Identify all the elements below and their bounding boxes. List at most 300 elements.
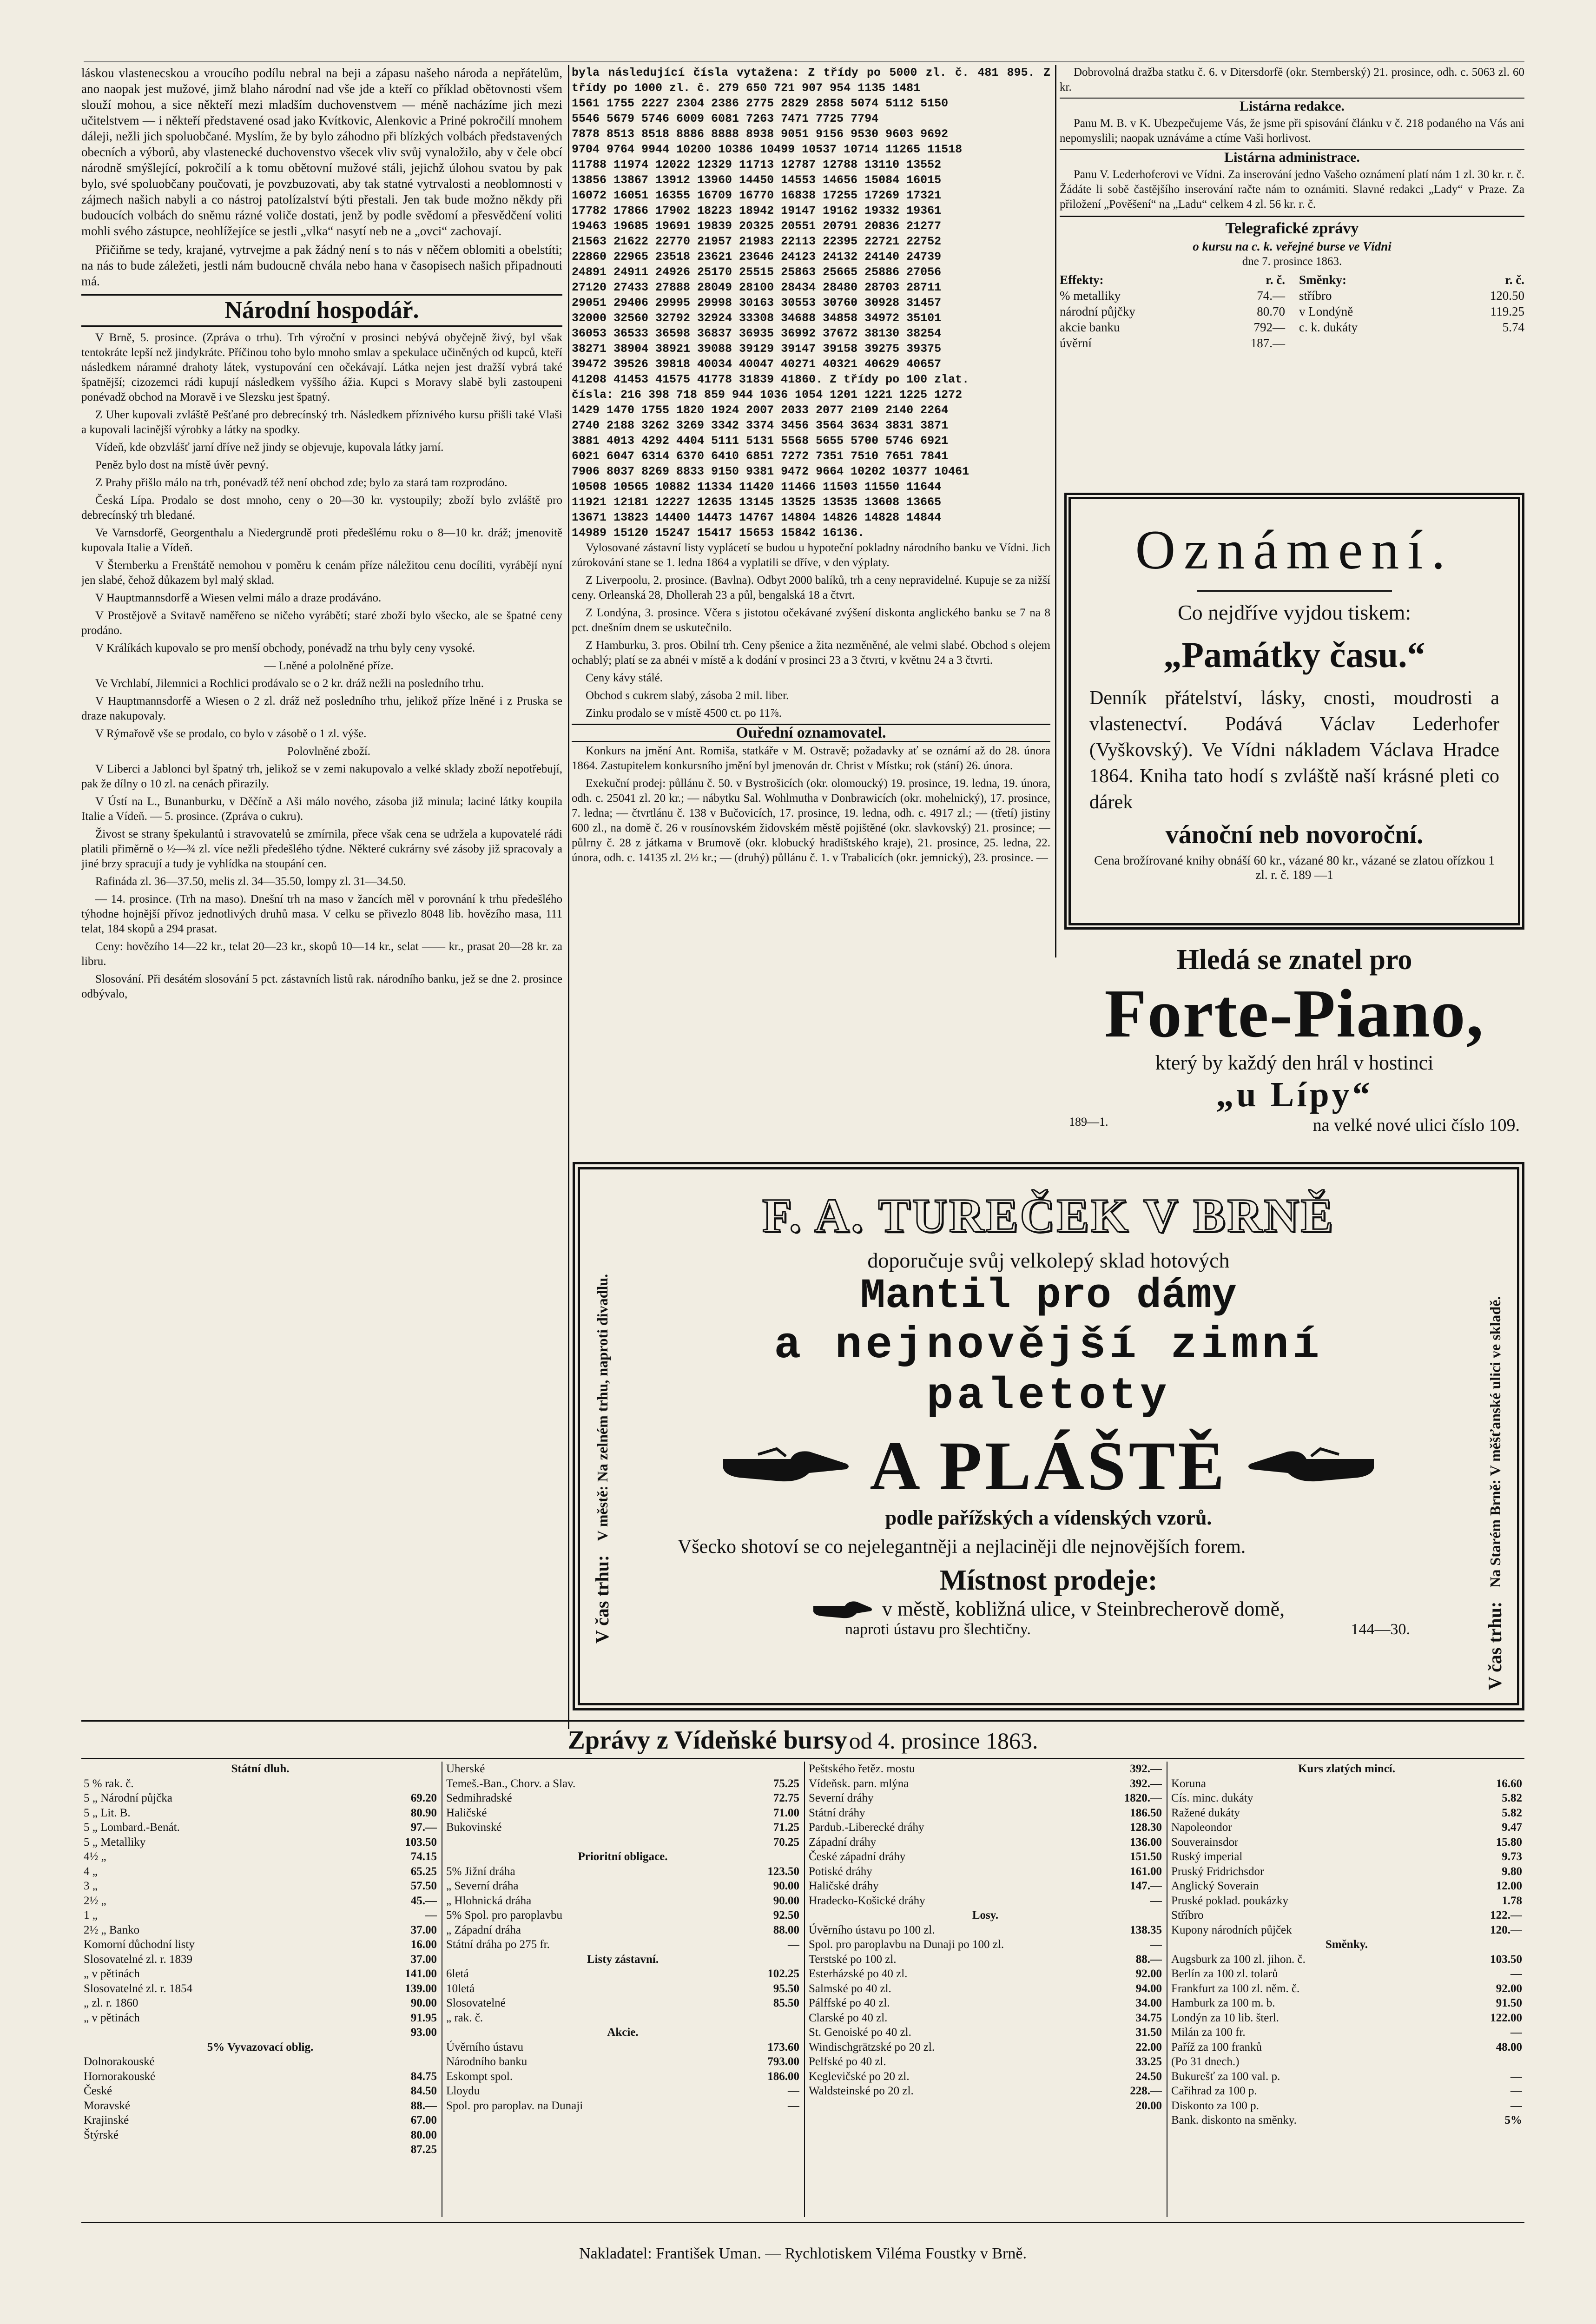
burse-value: 147.— [1130,1880,1162,1892]
burse-label: Pruské poklad. poukázky [1171,1894,1289,1907]
market-hamburg: Z Hamburku, 3. pros. Obilní trh. Ceny pšenice a žita nezměněné, ale velmi slabé. Obchod s olejem ochablý; platí se za abnéi v místě a k dodání v prosinci 23 a 3 čtvrti, v květnu 24 a 3 čtvrti. [572,639,1050,667]
burse-row [84,1937,437,1952]
burse-value: 88.00 [773,1923,799,1936]
turecek-line-3: a nejnovější zimní paletoty [774,1320,1323,1421]
burse-label: Windischgrätzské po 20 zl. [809,2040,935,2053]
burse-row [1171,1967,1522,1981]
rate-value: 74.— [1257,289,1285,303]
burse-row [84,1776,437,1791]
burse-value: 92.00 [1496,1982,1522,1995]
burse-label: 5 „ Národní půjčka [84,1792,172,1804]
burse-value: 161.00 [1130,1865,1162,1878]
burse-row [809,2040,1162,2055]
burse-head-smenky: Směnky. [1325,1938,1368,1951]
burse-label: Haličské [446,1806,487,1819]
burse-label: 3 „ [84,1880,98,1892]
rate-label: stříbro [1299,289,1332,303]
burse-value: 97.— [410,1821,437,1834]
burse-value [758,2011,799,2026]
burse-value: 1820.— [1124,1792,1162,1804]
burse-row [809,1894,1162,1908]
narodni-hospodar-title: Národní hospodář. [81,294,562,327]
burse-label: Pardub.-Liberecké dráhy [809,1821,924,1834]
burse-label: „ rak. č. [446,2011,483,2024]
turecek-line-4: A PLÁŠTĚ [870,1427,1227,1505]
burse-label: „ zl. r. 1860 [84,1997,138,2009]
burse-label: 5 % rak. č. [84,1777,134,1790]
burse-label: Severní dráhy [809,1792,874,1804]
burse-row [1171,1996,1522,2011]
lottery-line: 1561 1755 2227 2304 2386 2775 2829 2858 5074 5112 5150 [572,97,949,110]
burse-col-railways [809,1762,1162,2217]
imprint: Nakladatel: František Uman. — Rychlotiskem Viléma Foustky v Brně. [579,2245,1027,2262]
burse-label: Pálffské po 40 zl. [809,1997,890,2009]
burse-row [809,1879,1162,1894]
burse-label: Komorní důchodní listy [84,1938,195,1951]
burse-value: 87.25 [410,2143,437,2156]
burse-value: 24.50 [1135,2070,1162,2083]
burse-title-date: od 4. prosince 1863. [849,1728,1038,1754]
burse-row [446,1791,799,1806]
burse-row [809,1835,1162,1850]
piano-line-5: na velké nové ulici číslo 109. [1312,1116,1520,1135]
turecek-line-8: v městě, kobližná ulice, v Steinbrecherově domě, [882,1598,1285,1620]
burse-row [1171,1981,1522,1996]
burse-row [84,2025,437,2040]
burse-row [84,1806,437,1821]
divider [1197,590,1392,592]
rate-value: 792— [1253,320,1285,334]
lottery-line: 21563 21622 22770 21957 21983 22113 22395 22721 22752 [572,235,942,248]
burse-label: St. Genoiské po 40 zl. [809,2026,911,2039]
burse-row [809,1762,1162,1776]
piano-line-1: Hledá se znatel pro [1176,944,1412,976]
burse-label: Pelfské po 40 zl. [809,2055,886,2068]
burse-value: 139.00 [405,1982,437,1995]
rate-label: akcie banku [1060,320,1120,334]
burse-value: 88.— [1135,1953,1162,1966]
burse-top-rule [81,1720,1524,1722]
telegraf-rates [1060,272,1524,351]
burse-label: 5 „ Metalliky [84,1835,146,1849]
intro-paragraph-1: láskou vlastenecskou a vroucího podílu nebral na beji a zápasu našeho národa a nepřátelům, ano naopak jest mužové, jimž blaho národní nad vše jde a kteří co příklad obětovnosti všem slouží mohou, a sice někteří mezi mladším duchovenstvem — méně nacházíme jich mezi učitelstvem — i někteří představené osad jako Kvítkovic, Alenkovic a Priné pokročilí mnohem dáleji, nežli jich spoluobčané. Myslím, že by bylo záhodno při blízkých volbách představených obecních a výborů, aby vlastenecké duchovenstvo všecek vliv svůj vynaložilo, aby v čele obcí národně smýšlející, pokročilí a k tomu obětovní mužové stáli, jejichž úlohou svatou by pak bylo, své spoluobčany poučovati, je povzbuzovati, aby tak statné vytrvalosti a neoblomnosti v zájmech našich nabyli a co nástroj patolízalství býti přestali. Jen tak bude možno někdy při budoucích volbách do sněmu rázné voliče dostati, jenž by podle svědomí a přesvědčení voliti mohli svého zástupce, neohlížejíce se jestli „vlka“ nasytí neb ne a „ovci“ zachovají. [81,66,562,238]
burse-row [1171,2025,1522,2040]
lottery-line: 38271 38904 38921 39088 39129 39147 39158 39275 39375 [572,342,942,356]
rate-value: 80.70 [1257,304,1285,318]
burse-row [84,1879,437,1894]
burse-label: Ražené dukáty [1171,1806,1240,1819]
burse-row [84,2142,437,2157]
burse-label: Krajinské [84,2114,129,2126]
narodni-p14: V Rýmařově vše se prodalo, co bylo v zásobě o 1 zl. výše. [95,727,367,740]
burse-label: Keglevičské po 20 zl. [809,2070,910,2083]
effekty-row [1060,304,1285,319]
burse-head-prioritni: Prioritní obligace. [578,1850,668,1863]
redakce-body: Panu M. B. v K. Ubezpečujeme Vás, že jsme při spisování článku v č. 218 podaného na Vás ani nepomyslili; naopak uznáváme a ctíme Vaši horlivost. [1060,117,1524,145]
burse-row [446,1967,799,1981]
narodni-p0: V Brně, 5. prosince. (Zpráva o trhu). Trh výroční v prosinci nebývá obyčejně živý, byl však tentokráte lepší než jindykráte. Příčinou toho bylo mnoho smlav a spekulace učiněných od kupců, kteří následkem náramné drahoty látek, vystupování cen očekávají. Látka nejen jest dražší vybrá také špatnější; cizozemci rádi kupují následkem vyššího ážia. Kupci s Moravy slabě byli zastoupeni ponévadž obchod na Moravě i ve Slezsku jest špatný. [81,331,562,403]
burse-value: 186.00 [767,2070,799,2083]
burse-label: Státní dráha po 275 fr. [446,1938,550,1951]
burse-label: Souverainsdor [1171,1835,1239,1849]
burse-value: 5.82 [1502,1792,1522,1804]
burse-row [84,2011,437,2026]
burse-row [809,1937,1162,1952]
effekty-head: Effekty: [1060,273,1104,287]
turecek-line-9: naproti ústavu pro šlechtičny. [845,1621,1031,1638]
turecek-line-5: podle pařížských a vídenských vzorů. [885,1506,1212,1529]
burse-label: Štýrské [84,2128,119,2141]
burse-row [84,1967,437,1981]
burse-row [809,1981,1162,1996]
effekty-block [1060,272,1285,351]
burse-label: Berlín za 100 zl. tolarů [1171,1967,1278,1980]
side-left-a: V čas trhu: [592,1555,613,1644]
turecek-ad [573,1162,1524,1710]
burse-value: 136.00 [1130,1835,1162,1849]
narodni-p18: Živost se strany špekulantů i stravovatelů se zmírnila, přece však cena se udržela a kupovatelé rádi platili přiměrně o ½—¾ zl. více nežli předešlého týdne. Některé cukrárny své zásoby již spracovaly a jiné brzy spracují a tudy je vyhlídka na stoupání cen. [81,828,562,870]
burse-row [809,1820,1162,1835]
burse-row [809,2069,1162,2084]
burse-value: 72.75 [773,1792,799,1804]
auction-notice: Dobrovolná dražba statku č. 6. v Ditersdorfě (okr. Sternberský) 21. prosince, odh. c. 5063 zl. 60 kr. [1060,66,1524,93]
burse-row [446,2054,799,2069]
burse-value: — [1510,2085,1522,2097]
burse-label: Esterházské po 40 zl. [809,1967,908,1980]
burse-row [809,1952,1162,1967]
burse-label: 5 „ Lombard.-Benát. [84,1821,180,1834]
burse-row [1171,1849,1522,1864]
lottery-line: 2740 2188 3262 3269 3342 3374 3456 3564 3634 3831 3871 [572,419,949,432]
burse-value: 33.25 [1135,2055,1162,2068]
burse-label: Spol. pro paroplav. na Dunaji [446,2099,583,2112]
burse-label: Clarské po 40 zl. [809,2011,888,2024]
piano-ad [1064,939,1524,1157]
burse-label: Západní dráhy [809,1835,877,1849]
burse-label: Anglický Soverain [1171,1880,1259,1892]
burse-value: 186.50 [1130,1806,1162,1819]
lottery-line: 29051 29406 29995 29998 30163 30553 30760 30928 31457 [572,296,942,310]
burse-label: Napoleondor [1171,1821,1232,1834]
lottery-line: 5546 5679 5746 6009 6081 7263 7471 7725 7794 [572,112,879,125]
divider [1060,216,1524,217]
lottery-line: 3881 4013 4292 4404 5111 5131 5568 5655 5700 5746 6921 [572,434,949,448]
lottery-line: 19463 19685 19691 19839 20325 20551 20791 20836 21277 [572,219,942,233]
burse-label: Vídeňsk. parn. mlýna [809,1777,909,1790]
burse-value: 9.80 [1502,1865,1522,1878]
burse-value: 141.00 [405,1967,437,1980]
official-body [572,744,1050,865]
burse-value: 69.20 [410,1792,437,1804]
burse-value: 5.82 [1502,1806,1522,1819]
burse-value: 45.— [410,1894,437,1907]
burse-label: Hornorakouské [84,2070,156,2083]
burse-label: Londýn za 10 lib. šterl. [1171,2011,1279,2024]
smenky-head: Směnky: [1299,273,1347,287]
burse-label: Hradecko-Košické dráhy [809,1894,925,1907]
pointing-hand-right-icon [721,1445,851,1487]
burse-row [446,2084,799,2099]
burse-label: 5% Spol. pro paroplavbu [446,1909,562,1921]
burse-row [446,1820,799,1835]
burse-label: Dolnorakouské [84,2055,155,2068]
narodni-p3: Peněz bylo dost na místě úvěr pevný. [95,459,269,471]
lottery-line: 17782 17866 17902 18223 18942 19147 19162 19332 19361 [572,204,942,218]
turecek-line-9-row [650,1621,1447,1638]
burse-row [84,1923,437,1938]
lottery-line: 13671 13823 14400 14473 14767 14804 14826 14828 14844 [572,511,942,524]
burse-label: Pruský Fridrichsdor [1171,1865,1264,1878]
burse-value: — [1510,2026,1522,2039]
smenky-unit: r. č. [1505,273,1524,287]
admin-body: Panu V. Lederhoferovi ve Vídni. Za inserování jedno Vašeho oznámení platí nám 1 zl. 30 kr. r. č. Žádáte li sobě častějšího inserování račte nám to oznámiti. Slavné redakci „Lady“ v Praze. Za přiložení „Pověšení“ na „Ladu“ celkem 4 zl. 56 kr. r. č. [1060,168,1524,211]
narodni-p10: V Králíkách kupovalo se pro menší obchody, ponévadž na trhu byly ceny vysoké. [95,642,475,654]
lottery-line: 9704 9764 9944 10200 10386 10499 10537 10714 11265 11518 [572,143,963,156]
intro-paragraph-2: Přičiňme se tedy, krajané, vytrvejme a pak žádný není s to nás v něčem oblomiti a obelstíti; na nás to bude záležeti, jestli nám budoucně chvála nebo hana v časopisech našich připadnouti má. [81,243,562,288]
burse-value: 74.15 [410,1850,437,1863]
oznameni-ad [1064,493,1524,930]
burse-label: Bukovinské [446,1821,502,1834]
effekty-row [1060,335,1285,351]
rate-value: 187.— [1250,336,1285,350]
oznameni-lead: Co nejdříve vyjdou tiskem: [1177,601,1411,624]
burse-value: — [1510,2070,1522,2083]
burse-label: Haličské dráhy [809,1880,879,1892]
burse-label: 5% Jižní dráha [446,1865,515,1878]
rate-value: 5.74 [1502,320,1524,334]
burse-value: — [1150,1938,1162,1951]
burse-value: 37.00 [410,1953,437,1966]
burse-value: 90.00 [773,1894,799,1907]
turecek-line-1: doporučuje svůj velkolepý sklad hotových [867,1248,1230,1272]
burse-value: 91.95 [410,2011,437,2024]
burse-label: 6letá [446,1967,469,1980]
burse-row [1171,1923,1522,1938]
official-title: Ouřední oznamovatel. [572,724,1050,742]
burse-value: 80.90 [410,1806,437,1819]
lottery-line: 14989 15120 15247 15417 15653 15842 16136. [572,526,865,540]
burse-head-akcie: Akcie. [607,2026,639,2039]
burse-value: — [788,2099,799,2112]
burse-label: „ v pětinách [84,2011,140,2024]
smenky-row [1299,319,1524,335]
burse-row [84,1952,437,1967]
burse-value: 84.50 [410,2085,437,2097]
burse-row [446,1835,799,1850]
burse-value: 65.25 [410,1865,437,1878]
narodni-p9: V Prostějově a Svitavě naměřeno se ničeho vyrábětí; staré zboží bylo všecko, ale se špatné ceny prodáno. [81,609,562,637]
burse-label: Waldsteinské po 20 zl. [809,2085,914,2097]
burse-col-obligations [446,1762,799,2217]
burse-label: Milán za 100 fr. [1171,2026,1246,2039]
burse-label: České západní dráhy [809,1850,906,1863]
burse-row [1171,1820,1522,1835]
burse-value: 20.00 [1135,2099,1162,2112]
narodni-p12: Ve Vrchlabí, Jilemnici a Rochlici prodávalo se o 2 kr. dráž nežli na posledního trhu. [95,677,484,690]
telegraf-subtitle: o kursu na c. k. veřejné burse ve Vídni [1193,239,1392,253]
burse-row [1171,2113,1522,2128]
effekty-row [1060,319,1285,335]
burse-row [84,2069,437,2084]
burse-row [446,1981,799,1996]
burse-row [84,1894,437,1908]
pointing-hand-icon [812,1598,873,1621]
burse-head-state-debt: Státní dluh. [231,1763,290,1775]
burse-value: 37.00 [410,1923,437,1936]
burse-label: Koruna [1171,1777,1206,1790]
pointing-hand-left-icon [1246,1445,1376,1487]
burse-label: „ Hlohnická dráha [446,1894,532,1907]
burse-value: 92.50 [773,1909,799,1921]
burse-value: 70.25 [773,1835,799,1849]
burse-value: 90.00 [773,1880,799,1892]
burse-label: Moravské [84,2099,130,2112]
burse-value: 22.00 [1135,2040,1162,2053]
oznameni-book: „Památky času.“ [1163,634,1425,675]
narodni-p11: — Lněné a pololněné příze. [264,660,394,672]
burse-value: 84.75 [410,2070,437,2083]
burse-label: „ Západní dráha [446,1923,521,1936]
burse-value: 9.73 [1502,1850,1522,1863]
burse-row [809,2011,1162,2026]
burse-row [809,2054,1162,2069]
piano-ref: 189—1. [1069,1115,1108,1129]
burse-label: České [84,2085,112,2097]
narodni-p2: Vídeň, kde obzvlášť jarní dříve než jindy se objevuje, kupovala látky jarní. [95,441,444,454]
burse-row [809,2025,1162,2040]
burse-value: 123.50 [767,1865,799,1878]
burse-label: 4 „ [84,1865,98,1878]
burse-row [809,1996,1162,2011]
narodni-p21: Ceny: hovězího 14—22 kr., telat 20—23 kr., skopů 10—14 kr., selat —— kr., prasat 20—28 kr. za libru. [81,940,562,968]
column-rule-1 [568,65,569,1729]
burse-value: 57.50 [410,1880,437,1892]
lottery-line: 39472 39526 39818 40034 40047 40271 40321 40629 40657 [572,357,942,371]
burse-value: 228.— [1130,2085,1162,2097]
turecek-ref: 144—30. [1351,1621,1410,1638]
burse-label: Terstské po 100 zl. [809,1953,897,1966]
burse-row [809,1967,1162,1981]
burse-label: „ v pětinách [84,1967,140,1980]
burse-label: Salmské po 40 zl. [809,1982,891,1995]
burse-label: Slosovatelné [446,1997,506,2009]
burse-label: Ruský imperial [1171,1850,1243,1863]
burse-col-coins [1171,1762,1522,2217]
burse-label: Úvěrního ústavu po 100 zl. [809,1923,935,1936]
burse-value: 93.00 [410,2026,437,2039]
lottery-line: 13856 13867 13912 13960 14450 14553 14656 15084 16015 [572,173,942,187]
market-zinc: Zinku prodalo se v místě 4500 ct. po 11⅞. [586,707,782,720]
lottery-numbers [572,96,1050,541]
burse-value: 75.25 [773,1777,799,1790]
lottery-line: 41208 41453 41575 41778 31839 41860. Z třídy po 100 zlat. [572,373,969,386]
burse-row [446,2069,799,2084]
burse-value: 120.— [1490,1923,1522,1936]
burse-row [446,1908,799,1923]
turecek-title: F. A. TUREČEK V BRNĚ [762,1189,1335,1242]
burse-row [1171,1952,1522,1967]
burse-value: 80.00 [410,2128,437,2141]
rate-value: 119.25 [1490,304,1524,318]
burse-title-rule [81,1758,1524,1759]
burse-row [1171,1776,1522,1791]
narodni-p22: Slosování. Při desátém slosování 5 pct. zástavních listů rak. národního banku, jež se dne 2. prosince odbývalo, [81,973,562,1000]
piano-line-5-row [1064,1115,1524,1136]
burse-label: Stříbro [1171,1909,1204,1921]
burse-label: Kupony národních půjček [1171,1923,1292,1936]
burse-value: 1.78 [1502,1894,1522,1907]
burse-value [395,2054,437,2069]
burse-value: — [1510,2099,1522,2112]
burse-label: Státní dráhy [809,1806,865,1819]
burse-value: — [788,2085,799,2097]
burse-value: 392.— [1130,1763,1162,1775]
burse-row [1171,1864,1522,1879]
burse-value: 67.00 [410,2114,437,2126]
burse-title [81,1725,1524,1755]
burse-value: 34.75 [1135,2011,1162,2024]
narodni-p4: Z Prahy přišlo málo na trh, ponévadž též není obchod zde; bylo za stará tam rozprodáno. [95,476,508,489]
page-top-edge [84,61,1524,62]
market-sugar: Obchod s cukrem slabý, zásoba 2 mil. liber. [586,689,789,702]
effekty-row [1060,288,1285,304]
burse-label: Bank. diskonto na směnky. [1171,2114,1297,2126]
right-column-top [1060,65,1524,481]
market-liverpool: Z Liverpoolu, 2. prosince. (Bavlna). Odbyt 2000 balíků, trh a ceny nepravidelné. Kupuje se za nižší ceny. Orleanská 28, Dhollerah 23 a půl, bengalská 18 a čtvrt. [572,574,1050,601]
burse-label: Bukurešť za 100 val. p. [1171,2070,1280,2083]
burse-row [84,1981,437,1996]
burse-value: 138.35 [1130,1923,1162,1936]
burse-value: 95.50 [773,1982,799,1995]
redakce-title: Listárna redakce. [1060,98,1524,114]
official-exekuce: Exekuční prodej: půllánu č. 50. v Bystrošicích (okr. olomoucký) 19. prosince, 19. ledna, 19. února, odh. c. 25041 zl. 20 kr.; — nábytku Sal. Wohlmutha v Donbrawicích (okr. mohelnický), 17. prosince, 7. ledna; — čtvrtlánu č. 138 v Bučovicích, 17. prosince, 19. ledna, odh. c. 4917 zl.; — (třetí) jistiny 600 zl., na domě č. 26 v rousínovském židovském městě pojištěné (okr. slavkovský) 21. prosince; — půlrny č. 28 z játkama v Brumově (okr. klobucký hradištského kraje), 21. prosince, 25. ledna, 22. února, odh. c. 14135 zl. 2½ kr.; — (druhý) půllánu č. 1. v Trabalicích (okr. jemnický), 23. prosince. — [572,777,1050,864]
burse-head-vyvazovaci: 5% Vyvazovací oblig. [207,2040,314,2053]
burse-label: Peštského řetěz. mostu [809,1763,915,1775]
burse-row [1171,2011,1522,2026]
narodni-hospodar-body [81,330,562,1002]
burse-label: Frankfurt za 100 zl. něm. č. [1171,1982,1300,1995]
lottery-line: 16072 16051 16355 16709 16770 16838 17255 17269 17321 [572,189,942,202]
burse-value: — [1510,1967,1522,1980]
burse-value: — [1150,1894,1162,1907]
narodni-p17: V Ústí na L., Bunanburku, v Děčíně a Aši málo nového, zásoba již minula; laciné látky koupila Italie a Vídeň. — 5. prosince. (Zpráva o cukru). [81,795,562,823]
burse-row [84,1820,437,1835]
rate-label: c. k. dukáty [1299,320,1358,334]
burse-value [395,1776,437,1791]
burse-label: 10letá [446,1982,475,1995]
burse-row [1171,1908,1522,1923]
burse-label: Augsburk za 100 zl. jihon. č. [1171,1953,1306,1966]
smenky-block [1299,272,1524,351]
market-coffee: Ceny kávy stálé. [586,672,663,684]
burse-value: 9.47 [1502,1821,1522,1834]
burse-value: 88.— [410,2099,437,2112]
lottery-line: 7878 8513 8518 8886 8888 8938 9051 9156 9530 9603 9692 [572,127,949,141]
burse-label: Slosovatelné zl. r. 1854 [84,1982,192,1995]
burse-value [1480,2054,1522,2069]
burse-value: 102.25 [767,1967,799,1980]
oznameni-title: Oznámení. [1135,519,1454,581]
lottery-outro: Vylosované zástavní listy vyplácetí se budou u hypoteční pokladny národního banku ve Vídni. Jich zúrokování stane se 1. ledna 1864 a vyplatili se dříve, v den výplaty. [572,541,1050,569]
turecek-address-row [650,1597,1447,1621]
burse-row [1171,2054,1522,2069]
burse-row [446,2011,799,2026]
burse-row [446,2099,799,2113]
burse-row [809,1791,1162,1806]
telegraf-title: Telegrafické zprávy [1225,220,1359,237]
burse-label: 4½ „ [84,1850,106,1863]
burse-label: (Po 31 dnech.) [1171,2055,1240,2068]
